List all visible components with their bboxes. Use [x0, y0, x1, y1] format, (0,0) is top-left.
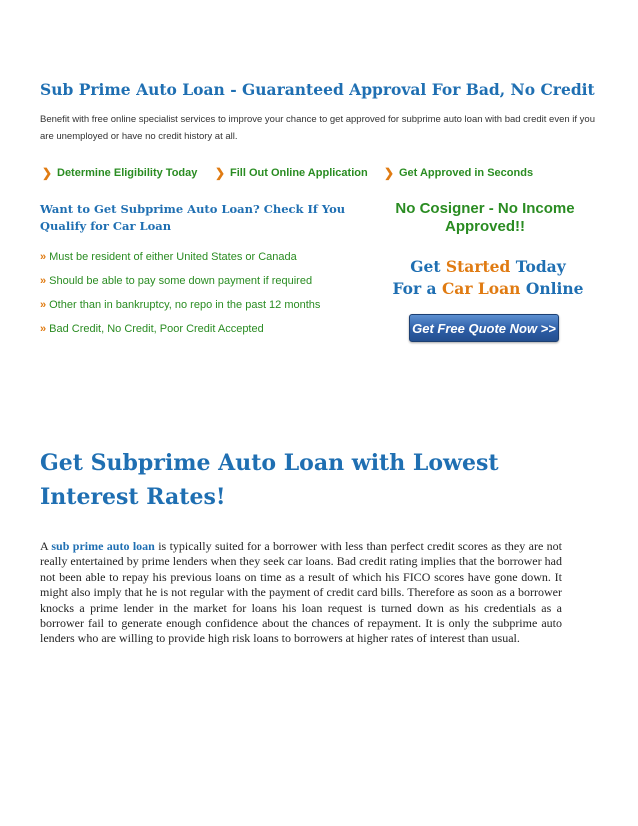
list-item: » Other than in bankruptcy, no repo in the past 12 months	[40, 299, 321, 311]
bullet-mark: »	[40, 299, 47, 311]
list-item: » Bad Credit, No Credit, Poor Credit Accepted	[40, 323, 264, 335]
get-free-quote-button[interactable]: Get Free Quote Now >>	[409, 314, 559, 342]
intro-text: Benefit with free online specialist services to improve your chance to get approved for subprime auto loan with bad credit even if you are unemployed or have no credit history at all.	[40, 114, 595, 142]
step-label: Determine Eligibility Today	[57, 167, 198, 179]
qualify-heading: Want to Get Subprime Auto Loan? Check If You Qualify for Car Loan	[40, 202, 346, 233]
step-get-approved[interactable]	[384, 166, 533, 180]
list-item: » Must be resident of either United States or Canada	[40, 251, 297, 263]
step-label: Fill Out Online Application	[230, 167, 368, 179]
bullet-mark: »	[40, 251, 47, 263]
no-cosigner-headline: No Cosigner - No Income Approved!!	[395, 200, 575, 235]
bullet-mark: »	[40, 275, 47, 287]
step-label: Get Approved in Seconds	[399, 167, 534, 179]
list-item: » Should be able to pay some down payment if required	[40, 275, 313, 287]
bullet-mark: »	[40, 323, 47, 335]
article-paragraph: A sub prime auto loan is typically suited for a borrower with less than perfect credit scores as they are not really entertained by prime lenders when they seek car loans. Bad credit rating implies that the borrower had not been able to repay his previous loans on time as a result of which his FICO scores have gone down. It might also imply that he is not regular with the payment of credit card bills. Therefore as soon as a borrower knocks a prime lender in the market for loans his loan request is turned down as his credentials as a borrower fail to generate enough confidence about the chances of repayment. It is only the subprime auto lenders who are willing to provide high risk loans to borrowers at higher rates of interest than usual.	[40, 539, 562, 646]
get-started-promo: Get Started Today For a Car Loan Online	[392, 257, 584, 298]
chevron-right-icon: ❯	[42, 166, 53, 180]
requirements-list	[40, 250, 380, 346]
step-fill-out-application[interactable]	[215, 166, 368, 180]
page-title: Sub Prime Auto Loan - Guaranteed Approval For Bad, No Credit	[40, 80, 595, 99]
chevron-right-icon: ❯	[215, 166, 226, 180]
steps-row	[40, 166, 600, 184]
step-determine-eligibility[interactable]	[42, 166, 197, 180]
chevron-right-icon: ❯	[384, 166, 395, 180]
article-heading: Get Subprime Auto Loan with Lowest Interest Rates!	[40, 450, 499, 510]
sub-prime-auto-loan-link[interactable]: sub prime auto loan	[51, 539, 155, 553]
